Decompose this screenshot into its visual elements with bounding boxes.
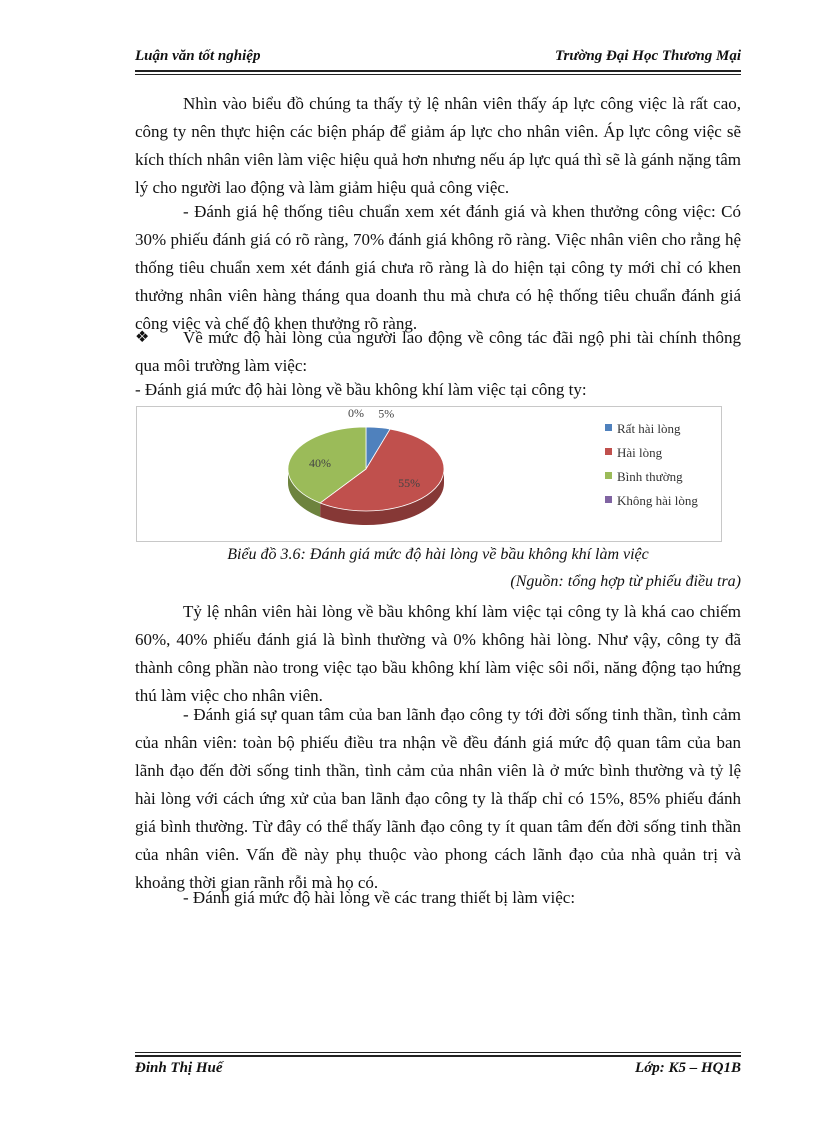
paragraph-atmosphere-intro: - Đánh giá mức độ hài lòng về bầu không khí làm việc tại công ty: xyxy=(135,380,587,399)
diamond-bullet-icon: ❖ xyxy=(135,329,150,346)
footer-class: Lớp: K5 – HQ1B xyxy=(635,1060,741,1076)
pie-label-2: 40% xyxy=(309,455,332,470)
legend-swatch-1 xyxy=(605,448,612,455)
header-university: Trường Đại Học Thương Mại xyxy=(554,48,741,64)
legend-swatch-0 xyxy=(605,424,612,431)
pie-label-0: 5% xyxy=(378,407,395,421)
page-footer xyxy=(135,1060,741,1082)
pie-chart xyxy=(137,407,721,541)
chart-caption: Biểu đồ 3.6: Đánh giá mức độ hài lòng về bầu không khí làm việc xyxy=(227,546,649,563)
pie-label-3: 0% xyxy=(348,407,364,420)
paragraph-atmosphere-result: Tỷ lệ nhân viên hài lòng về bầu không khí làm việc tại công ty là khá cao chiếm 60%, 40% phiếu đánh giá là bình thường và 0% không hài lòng. Như vậy, công ty đã thành công phần nào trong việc tạo bầu không khí làm việc sôi nổi, năng động tạo hứng thú làm việc cho nhân viên. xyxy=(135,602,741,705)
pie-label-1: 55% xyxy=(398,475,421,490)
pie-chart-box xyxy=(136,406,722,542)
paragraph-work-pressure: Nhìn vào biểu đồ chúng ta thấy tỷ lệ nhân viên thấy áp lực công việc là rất cao, công ty nên thực hiện các biện pháp để giảm áp lực cho nhân viên. Áp lực công việc sẽ kích thích nhân viên làm việc hiệu quả hơn nhưng nếu áp lực quá thì sẽ là gánh nặng tâm lý cho người lao động và làm giảm hiệu quả công việc. xyxy=(135,94,741,197)
paragraph-nonfinancial-heading: Về mức độ hài lòng của người lao động về công tác đãi ngộ phi tài chính thông qua môi trường làm việc: xyxy=(135,328,741,375)
legend-swatch-2 xyxy=(605,472,612,479)
footer-author: Đinh Thị Huế xyxy=(135,1060,223,1076)
paragraph-evaluation-system: - Đánh giá hệ thống tiêu chuẩn xem xét đánh giá và khen thưởng công việc: Có 30% phiếu đánh giá có rõ ràng, 70% đánh giá không rõ ràng. Việc nhân viên cho rằng hệ thống tiêu chuẩn xem xét đánh giá chưa rõ ràng là do hiện tại công ty mới chỉ có khen thưởng nhân viên hàng tháng qua doanh thu mà chưa có hệ thống tiêu chuẩn đánh giá công việc và chế độ khen thưởng rõ ràng. xyxy=(135,202,741,333)
legend-label-2: Bình thường xyxy=(617,469,683,484)
page-header xyxy=(135,48,741,70)
paragraph-leadership-care: - Đánh giá sự quan tâm của ban lãnh đạo công ty tới đời sống tinh thần, tình cảm của nhân viên: toàn bộ phiếu điều tra nhận về đều đánh giá mức độ quan tâm của ban lãnh đạo đến đời sống tinh thần, tình cảm của nhân viên là ở mức bình thường và tỷ lệ hài lòng với cách ứng xử của ban lãnh đạo công ty là thấp chỉ có 15%, 85% phiếu đánh giá bình thường. Từ đây có thể thấy lãnh đạo công ty ít quan tâm đến đời sống tinh thần của nhân viên. Vấn đề này phụ thuộc vào phong cách lãnh đạo của nhà quản trị và khoảng thời gian rãnh rỗi mà họ có. xyxy=(135,705,741,892)
header-rule xyxy=(135,70,741,72)
paragraph-equipment-intro: - Đánh giá mức độ hài lòng về các trang thiết bị làm việc: xyxy=(183,888,576,907)
header-thesis-title: Luận văn tốt nghiệp xyxy=(135,48,261,64)
legend-swatch-3 xyxy=(605,496,612,503)
legend-label-1: Hài lòng xyxy=(617,445,663,460)
footer-rule xyxy=(135,1055,741,1057)
legend-label-3: Không hài lòng xyxy=(617,493,698,508)
chart-source: (Nguồn: tổng hợp từ phiếu điều tra) xyxy=(510,573,741,590)
header-rule-thin xyxy=(135,74,741,75)
legend-label-0: Rất hài lòng xyxy=(617,421,681,436)
footer-rule-thin xyxy=(135,1052,741,1053)
